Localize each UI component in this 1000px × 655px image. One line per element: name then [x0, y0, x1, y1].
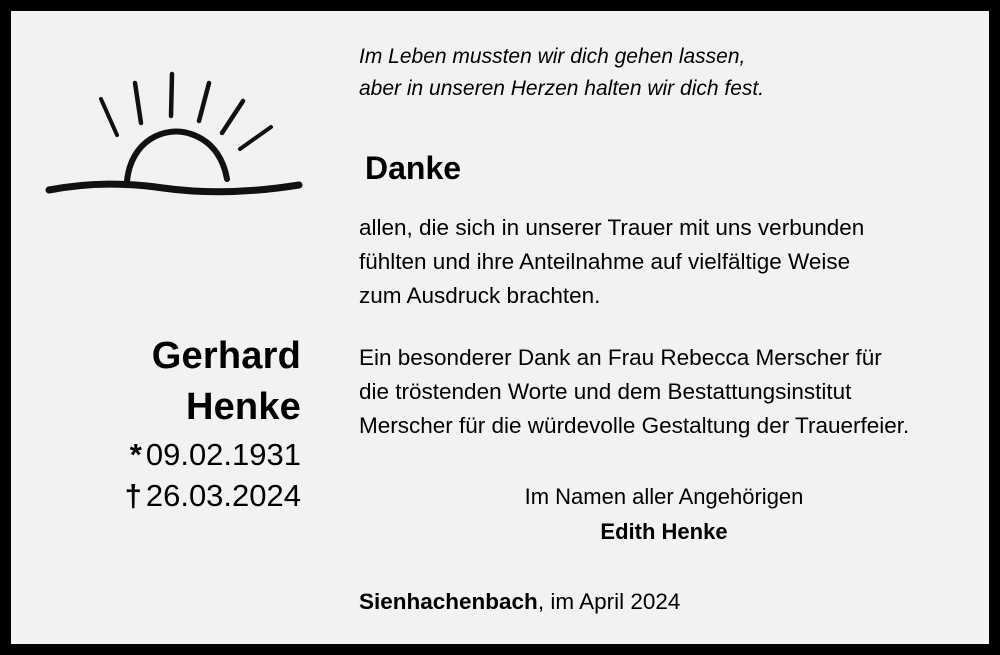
- page-title: Danke: [365, 150, 462, 186]
- thanks-line: allen, die sich in unserer Trauer mit uns verbunden: [359, 215, 865, 240]
- special-thanks-line: Merscher für die würdevolle Gestaltung der Trauerfeier.: [359, 413, 910, 439]
- deceased-first-name: Gerhard: [151, 335, 301, 377]
- right-column: [351, 11, 979, 644]
- deceased-details: [11, 331, 301, 517]
- birth-symbol: *: [129, 436, 142, 472]
- place-and-date: [359, 589, 680, 615]
- thanks-line: zum Ausdruck brachten.: [359, 283, 601, 309]
- family-signer: Edith Henke: [600, 519, 728, 545]
- special-thanks-line: Ein besonderer Dank an Frau Rebecca Merscher für: [359, 345, 882, 370]
- thanks-line: fühlten und ihre Anteilnahme auf vielfältige Weise: [359, 249, 851, 275]
- place-name: Sienhachenbach: [359, 589, 538, 614]
- left-column: [11, 11, 341, 644]
- death-date: 26.03.2024: [145, 478, 301, 514]
- death-symbol: †: [124, 478, 142, 514]
- place-date-rest: , im April 2024: [537, 589, 681, 614]
- birth-date-line: [11, 434, 301, 476]
- memorial-verse: [359, 41, 979, 104]
- family-intro: Im Namen aller Angehörigen: [524, 484, 804, 509]
- verse-line: aber in unseren Herzen halten wir dich fest.: [359, 76, 765, 100]
- rising-sun-over-horizon-icon: [31, 61, 311, 201]
- special-thanks-line: die tröstenden Worte und dem Bestattungsinstitut: [359, 379, 852, 405]
- verse-line: Im Leben mussten wir dich gehen lassen,: [359, 45, 746, 68]
- deceased-last-name: Henke: [185, 386, 301, 429]
- birth-date: 09.02.1931: [145, 436, 301, 472]
- thanks-paragraph: [359, 211, 973, 314]
- death-date-line: [11, 475, 301, 517]
- notice-inner: [11, 11, 989, 644]
- special-thanks-paragraph: [359, 341, 979, 444]
- family-signature: [359, 479, 969, 549]
